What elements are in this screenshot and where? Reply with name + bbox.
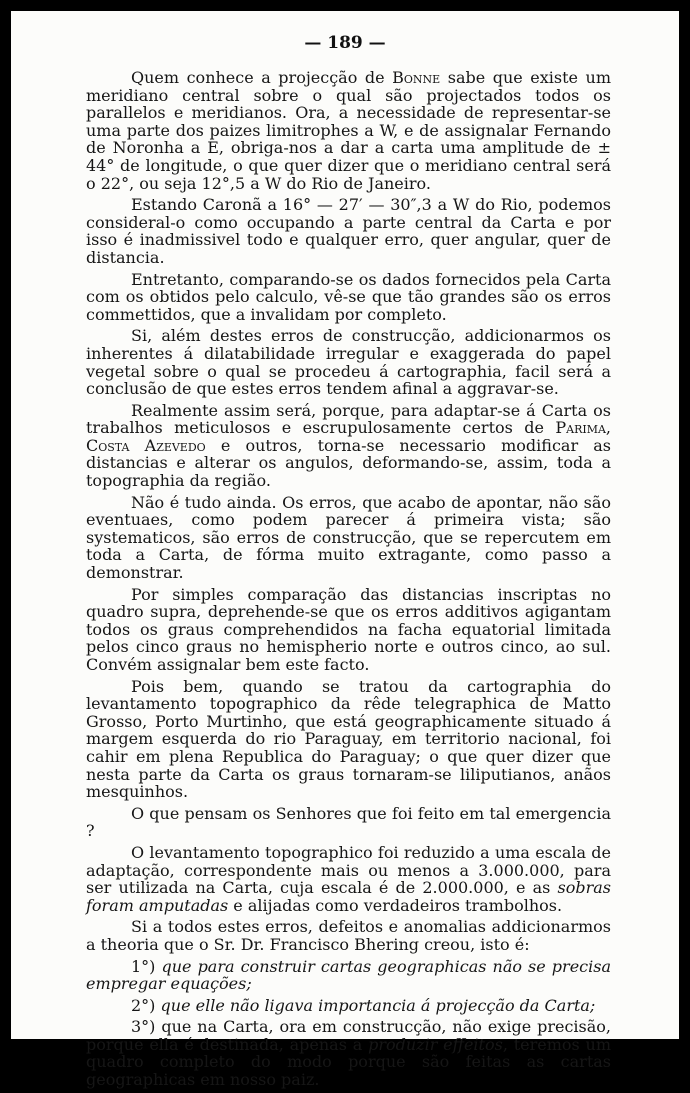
paragraph: Entretanto, comparando-se os dados fornecidos pela Carta com os obtidos pelo calculo, vê-se que tão grandes são os erros commettidos, que a invalidam por completo.	[86, 269, 611, 324]
paragraph: Si a todos estes erros, defeitos e anomalias addicionarmos a theoria que o Sr. Dr. Francisco Bhering creou, isto é:	[86, 917, 611, 954]
body-text	[86, 69, 611, 1093]
paragraph: Realmente assim será, porque, para adaptar-se á Carta os trabalhos meticulosos e escrupulosamente certos de Parima, Costa Azevedo e outros, torna-se necessario modificar as distancias e alterar os angulos, deformando-se, assim, toda a topographia da região.	[86, 400, 611, 491]
paragraph: Por simples comparação das distancias inscriptas no quadro supra, deprehende-se que os erros additivos agigantam todos os graus comprehendidos na facha equatorial limitada pelos cinco graus no hemispherio norte e outros cinco, ao sul. Convém assignalar bem este facto.	[86, 584, 611, 674]
paragraph: Pois bem, quando se tratou da cartographia do levantamento topographico da rêde telegraphica de Matto Grosso, Porto Murtinho, que está geographicamente situado á margem esquerda do rio Paraguay, em territorio nacional, foi cahir em plena Republica do Paraguay; o que quer dizer que nesta parte da Carta os graus tornaram-se liliputianos, anãos mesquinhos.	[86, 676, 611, 802]
paragraph: O que pensam os Senhores que foi feito em tal emergencia ?	[86, 803, 611, 841]
paragraph: Não é tudo ainda. Os erros, que acabo de apontar, não são eventuaes, como podem parecer á primeira vista; são systematicos, são erros de construcção, que se repercutem em toda a Carta, de fórma muito extragante, como passo a demonstrar.	[86, 492, 611, 583]
paragraph: Estando Caronã a 16° — 27′ — 30″,3 a W do Rio, podemos consideral-o como occupando a parte central da Carta e por isso é inadmissivel todo e qualquer erro, quer angular, quer de distancia.	[86, 195, 611, 267]
list-item: 2°) que elle não ligava importancia á projecção da Carta;	[131, 995, 596, 1015]
list-item: 3°) que na Carta, ora em construcção, não exige precisão, porque ella é destinada, apenas a produzir effeitos, teremos um quadro completo do modo porque são feitas as cartas geographicas em nosso paiz.	[86, 1017, 612, 1090]
page-number: — 189 —	[304, 33, 386, 53]
document-page	[11, 11, 679, 1090]
list-item: 1°) que para construir cartas geographicas não se precisa empregar equações;	[86, 956, 611, 994]
paragraph: Si, além destes erros de construcção, addicionarmos os inherentes á dilatabilidade irregular e exaggerada do papel vegetal sobre o qual se procedeu á cartographia, facil será a conclusão de que estes erros tendem afinal a aggravar-se.	[86, 326, 611, 399]
paragraph: Quem conhece a projecção de Bonne sabe que existe um meridiano central sobre o qual são projectados todos os parallelos e meridianos. Ora, a necessidade de representar-se uma parte dos paizes limitrophes a W, e de assignalar Fernando de Noronha a E, obriga-nos a dar a carta uma amplitude de ± 44° de longitude, o que quer dizer que o meridiano central será o 22°, ou seja 12°,5 a W do Rio de Janeiro.	[86, 68, 612, 193]
paragraph: O levantamento topographico foi reduzido a uma escala de adaptação, correspondente mais ou menos a 3.000.000, para ser utilizada na Carta, cuja escala é de 2.000.000, e as sobras foram amputadas e alijadas como verdadeiros trambolhos.	[86, 842, 611, 915]
